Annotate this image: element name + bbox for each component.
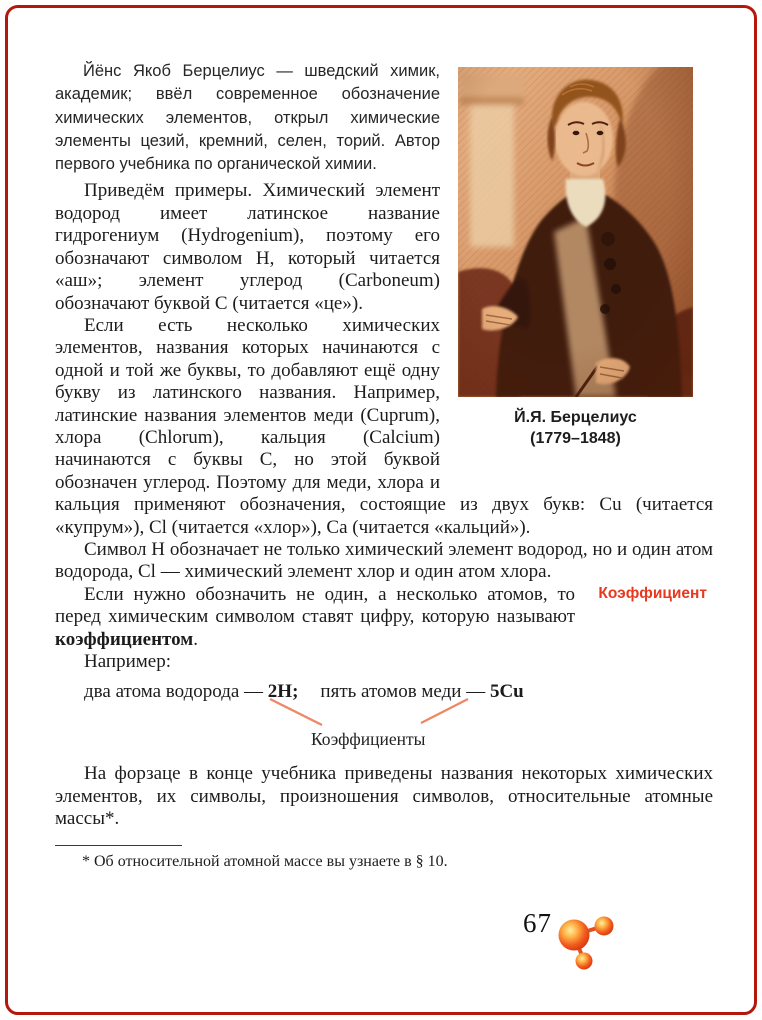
connector-lines	[55, 681, 515, 749]
paragraph-endpaper: На форзаце в конце учебника приведены названия некоторых химических элементов, их символы, произношения символов, относительные атомные массы*.	[55, 763, 713, 830]
example-5cu-symbol: 5Cu	[489, 681, 524, 703]
coefficient-block	[55, 584, 713, 651]
page-content	[55, 60, 713, 872]
portrait-figure	[458, 67, 693, 449]
molecule-icon	[549, 895, 627, 987]
portrait-caption-years: (1779–1848)	[530, 430, 621, 447]
example-copper-text: пять атомов меди —	[320, 681, 490, 703]
page-number: 67	[523, 908, 552, 938]
coefficient-text-before: Если нужно обозначить не один, а несколько атомов, то перед химическим символом ставят цифру, которую называют	[55, 583, 575, 628]
berzelius-portrait-image	[458, 67, 693, 397]
paragraph-for-example: Например:	[84, 651, 171, 673]
coefficients-label: Коэффициенты	[311, 729, 426, 750]
berzelius-bio-paragraph: Йёнс Якоб Берцелиус — шведский химик, академик; ввёл современное обозначение химических элементов, открыл химические элементы цезий, кремний, селен, торий. Автор первого учебника по органической химии.	[55, 62, 440, 174]
paragraph-symbol-meaning: Символ H обозначает не только химический элемент водород, но и один атом водорода, Cl — химический элемент хлор и один атом хлора.	[55, 538, 713, 583]
portrait-caption-name: Й.Я. Берцелиус	[514, 409, 637, 426]
example-2h-symbol: 2H;	[267, 681, 299, 703]
paragraph-examples: Приведём примеры. Химический элемент водород имеет латинское название гидрогениум (Hydrogenium), поэтому его обозначают символом H, который читается «аш»; элемент углерод (Carboneum) обозначают буквой C (читается «це»).	[55, 180, 440, 314]
portrait-caption	[458, 407, 693, 449]
coefficient-text-after: .	[193, 628, 198, 650]
coefficient-term-bold: коэффициентом	[55, 628, 194, 650]
paragraph-coefficient	[55, 584, 575, 651]
coefficient-example-diagram	[55, 681, 713, 749]
footnote-divider	[55, 845, 182, 846]
margin-note-coefficient: Коэффициент	[598, 584, 707, 602]
paragraph-two-letter-symbols: Если есть несколько химических элементов, названия которых начинаются с одной и той же буквы, то добавляют ещё одну букву из латинского названия. Например, латинские названия элементов меди (Cuprum), хлора (Chlorum), кальция (Calcium) начинаются с буквы C, но этой буквой обозначен углерод. Поэтому для меди, хлора и кальция применяют обозначения, состоящие из двух букв: Cu (читается «купрум»), Cl (читается «хлор»), Ca (читается «кальций»).	[55, 314, 713, 538]
example-hydrogen-text: два атома водорода —	[84, 681, 268, 703]
footnote-text: * Об относительной атомной массе вы узнаете в § 10.	[82, 852, 448, 870]
